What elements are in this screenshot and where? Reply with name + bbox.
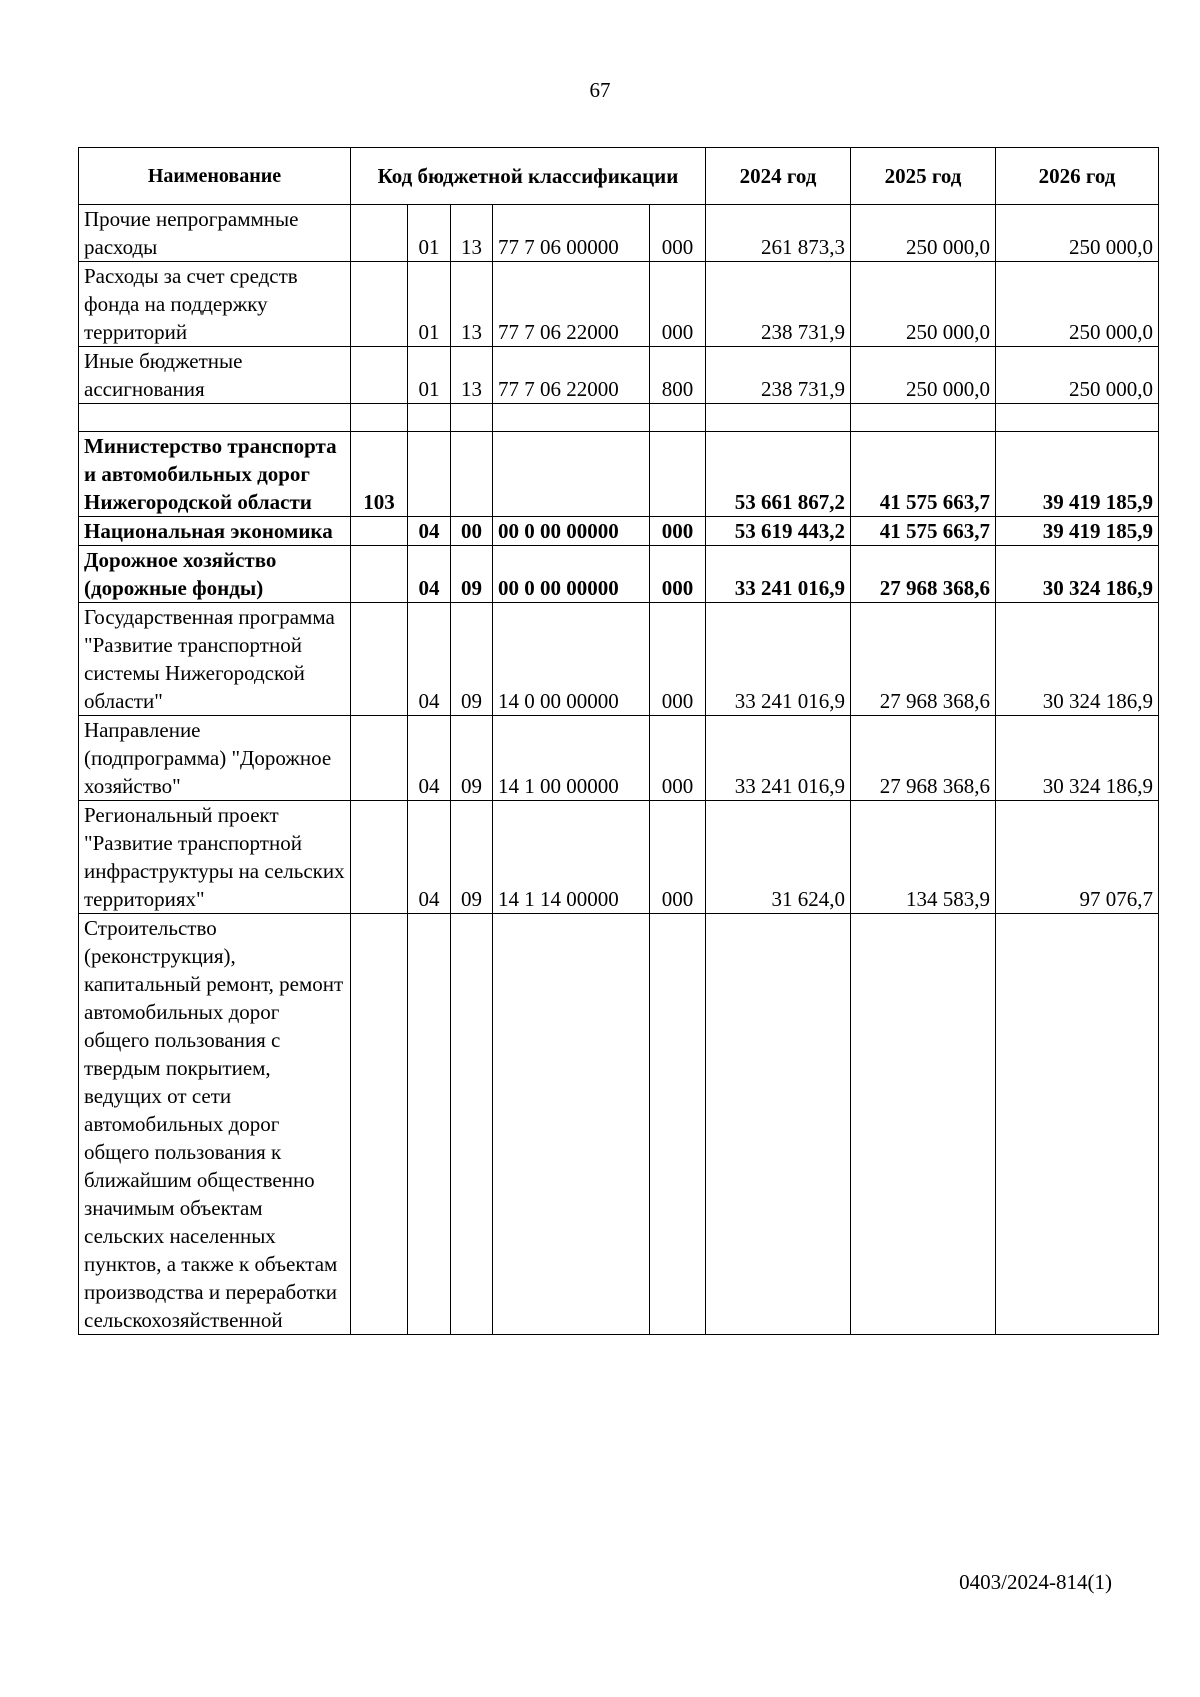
cell-2025: 27 968 368,6 xyxy=(851,603,996,716)
cell-name: Расходы за счет средств фонда на поддержку территорий xyxy=(79,262,351,347)
cell-subsection: 09 xyxy=(451,603,493,716)
cell-glava xyxy=(351,801,408,914)
cell-glava xyxy=(351,914,408,1335)
cell-2026: 97 076,7 xyxy=(996,801,1159,914)
page-number: 67 xyxy=(589,78,611,102)
cell-name: Министерство транспорта и автомобильных дорог Нижегородской области xyxy=(79,432,351,517)
cell-2026: 30 324 186,9 xyxy=(996,603,1159,716)
cell-name: Строительство (реконструкция), капитальный ремонт, ремонт автомобильных дорог общего пользования с твердым покрытием, ведущих от сети автомобильных дорог общего пользования к ближайшим общественно значимым объектам сельских населенных пунктов, а также к объектам производства и переработки сельскохозяйственной xyxy=(79,914,351,1335)
cell-glava xyxy=(351,404,408,432)
cell-glava xyxy=(351,546,408,603)
cell-2026: 39 419 185,9 xyxy=(996,432,1159,517)
header-2025: 2025 год xyxy=(851,148,996,205)
cell-expense-type xyxy=(650,432,706,517)
cell-expense-type: 000 xyxy=(650,517,706,546)
cell-subsection: 09 xyxy=(451,801,493,914)
table-row xyxy=(79,801,1159,914)
header-code: Код бюджетной классификации xyxy=(351,148,706,205)
cell-section: 01 xyxy=(408,347,451,404)
cell-name: Региональный проект "Развитие транспортной инфраструктуры на сельских территориях" xyxy=(79,801,351,914)
cell-section: 04 xyxy=(408,517,451,546)
document-code: 0403/2024-814(1) xyxy=(959,1570,1112,1594)
cell-section: 04 xyxy=(408,716,451,801)
cell-subsection xyxy=(451,404,493,432)
cell-2025: 27 968 368,6 xyxy=(851,546,996,603)
cell-section: 04 xyxy=(408,603,451,716)
cell-subsection: 13 xyxy=(451,347,493,404)
cell-section xyxy=(408,404,451,432)
cell-target-article: 77 7 06 22000 xyxy=(493,347,650,404)
cell-2025: 41 575 663,7 xyxy=(851,432,996,517)
table-row xyxy=(79,347,1159,404)
cell-section: 01 xyxy=(408,262,451,347)
budget-table xyxy=(78,147,1159,1335)
cell-name xyxy=(79,404,351,432)
cell-2026: 250 000,0 xyxy=(996,347,1159,404)
cell-name: Направление (подпрограмма) "Дорожное хозяйство" xyxy=(79,716,351,801)
cell-expense-type: 800 xyxy=(650,347,706,404)
cell-2026 xyxy=(996,914,1159,1335)
cell-section: 04 xyxy=(408,801,451,914)
cell-2026: 39 419 185,9 xyxy=(996,517,1159,546)
cell-expense-type: 000 xyxy=(650,603,706,716)
cell-target-article: 14 1 00 00000 xyxy=(493,716,650,801)
cell-glava: 103 xyxy=(351,432,408,517)
cell-expense-type: 000 xyxy=(650,205,706,262)
table-header-row xyxy=(79,148,1159,205)
cell-2025: 41 575 663,7 xyxy=(851,517,996,546)
table-row xyxy=(79,517,1159,546)
table-row xyxy=(79,432,1159,517)
cell-2024 xyxy=(706,914,851,1335)
cell-expense-type: 000 xyxy=(650,546,706,603)
cell-target-article xyxy=(493,914,650,1335)
cell-subsection xyxy=(451,914,493,1335)
cell-2025: 27 968 368,6 xyxy=(851,716,996,801)
cell-section xyxy=(408,914,451,1335)
cell-2024: 33 241 016,9 xyxy=(706,603,851,716)
cell-section: 01 xyxy=(408,205,451,262)
cell-name: Прочие непрограммные расходы xyxy=(79,205,351,262)
cell-expense-type xyxy=(650,914,706,1335)
cell-expense-type: 000 xyxy=(650,262,706,347)
table-row xyxy=(79,914,1159,1335)
cell-2024: 238 731,9 xyxy=(706,347,851,404)
header-name: Наименование xyxy=(79,148,351,205)
cell-expense-type: 000 xyxy=(650,716,706,801)
cell-glava xyxy=(351,716,408,801)
cell-2025: 134 583,9 xyxy=(851,801,996,914)
table-row xyxy=(79,546,1159,603)
header-2026: 2026 год xyxy=(996,148,1159,205)
cell-target-article xyxy=(493,432,650,517)
cell-2024 xyxy=(706,404,851,432)
cell-subsection: 09 xyxy=(451,546,493,603)
table-row xyxy=(79,716,1159,801)
table-row xyxy=(79,404,1159,432)
cell-target-article: 14 0 00 00000 xyxy=(493,603,650,716)
cell-subsection: 13 xyxy=(451,262,493,347)
cell-expense-type: 000 xyxy=(650,801,706,914)
cell-2026: 250 000,0 xyxy=(996,205,1159,262)
cell-2024: 31 624,0 xyxy=(706,801,851,914)
cell-section xyxy=(408,432,451,517)
cell-target-article: 77 7 06 22000 xyxy=(493,262,650,347)
cell-2025 xyxy=(851,404,996,432)
cell-subsection: 00 xyxy=(451,517,493,546)
cell-target-article: 77 7 06 00000 xyxy=(493,205,650,262)
cell-target-article: 00 0 00 00000 xyxy=(493,546,650,603)
cell-glava xyxy=(351,205,408,262)
cell-2025: 250 000,0 xyxy=(851,347,996,404)
cell-section: 04 xyxy=(408,546,451,603)
table-row xyxy=(79,603,1159,716)
cell-name: Национальная экономика xyxy=(79,517,351,546)
cell-2026: 250 000,0 xyxy=(996,262,1159,347)
cell-glava xyxy=(351,517,408,546)
cell-glava xyxy=(351,603,408,716)
cell-2025: 250 000,0 xyxy=(851,262,996,347)
cell-2024: 238 731,9 xyxy=(706,262,851,347)
cell-subsection: 09 xyxy=(451,716,493,801)
cell-target-article: 14 1 14 00000 xyxy=(493,801,650,914)
cell-name: Дорожное хозяйство (дорожные фонды) xyxy=(79,546,351,603)
cell-2024: 53 661 867,2 xyxy=(706,432,851,517)
cell-name: Иные бюджетные ассигнования xyxy=(79,347,351,404)
header-2024: 2024 год xyxy=(706,148,851,205)
cell-2025: 250 000,0 xyxy=(851,205,996,262)
cell-expense-type xyxy=(650,404,706,432)
cell-name: Государственная программа "Развитие транспортной системы Нижегородской области" xyxy=(79,603,351,716)
table-row xyxy=(79,262,1159,347)
cell-subsection xyxy=(451,432,493,517)
cell-2024: 261 873,3 xyxy=(706,205,851,262)
cell-target-article: 00 0 00 00000 xyxy=(493,517,650,546)
cell-glava xyxy=(351,347,408,404)
table-row xyxy=(79,205,1159,262)
cell-target-article xyxy=(493,404,650,432)
cell-2026: 30 324 186,9 xyxy=(996,716,1159,801)
cell-2024: 53 619 443,2 xyxy=(706,517,851,546)
cell-2026: 30 324 186,9 xyxy=(996,546,1159,603)
cell-2025 xyxy=(851,914,996,1335)
cell-2024: 33 241 016,9 xyxy=(706,546,851,603)
cell-glava xyxy=(351,262,408,347)
cell-2026 xyxy=(996,404,1159,432)
table-body xyxy=(79,205,1159,1335)
cell-subsection: 13 xyxy=(451,205,493,262)
cell-2024: 33 241 016,9 xyxy=(706,716,851,801)
